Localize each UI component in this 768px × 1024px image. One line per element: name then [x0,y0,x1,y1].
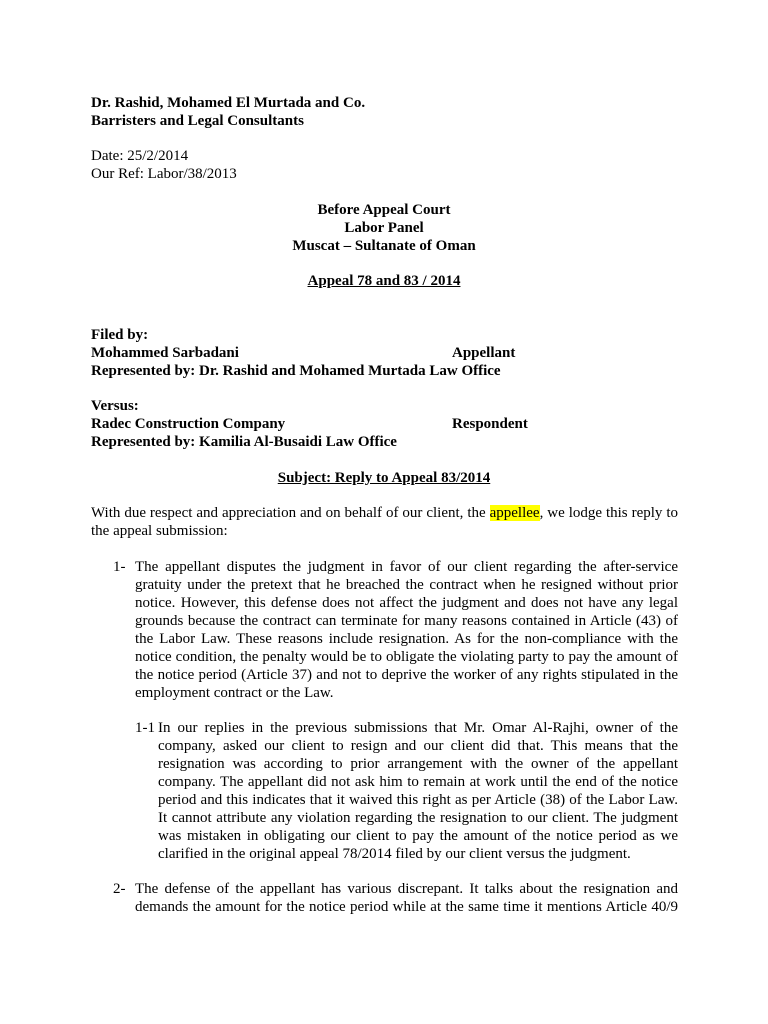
subitem-line: In our replies in the previous submissions that Mr. Omar Al-Rajhi, owner of the [158,720,678,736]
subitem-line: was mistaken in obligating our client to pay the amount of the notice period as we [158,828,678,844]
highlighted-term: appellee [489,505,540,521]
item-1-line: notice condition, the penalty would be to obligate the violating party to pay the amount of [135,649,678,665]
subitem-line: period and this indicates that it waived this right as per Article (38) of the Labor Law. [158,792,678,808]
subitem-line: company. The appellant did not ask him to remain at work until the end of the notice [158,774,678,790]
respondent-name: Radec Construction Company [91,416,286,432]
subitem-line: resignation was according to prior arrangement with the owner of the appellant [158,756,678,772]
respondent-representation: Represented by: Kamilia Al-Busaidi Law Office [91,434,397,450]
item-1-line: grounds because the contract can terminate for many reasons contained in Article (43) of [135,613,678,629]
item-1-line: gratuity under the pretext that he breached the contract when he resigned without prior [135,577,678,593]
item-1-line: the notice period (Article 37) and not to deprive the worker of any rights stipulated in the [135,667,678,683]
court-line-1: Before Appeal Court [317,202,451,218]
respondent-role: Respondent [452,416,528,432]
item-2-line: The defense of the appellant has various discrepant. It talks about the resignation and [135,881,678,897]
firm-name: Dr. Rashid, Mohamed El Murtada and Co. [91,95,366,111]
intro-line-2: the appeal submission: [91,523,228,539]
date-line: Date: 25/2/2014 [91,148,189,164]
subitem-line: clarified in the original appeal 78/2014 filed by our client versus the judgment. [158,846,631,862]
item-1-number: 1- [113,559,126,575]
court-line-2: Labor Panel [344,220,424,236]
appellant-name: Mohammed Sarbadani [91,345,239,361]
ref-line: Our Ref: Labor/38/2013 [91,166,237,182]
appellant-representation: Represented by: Dr. Rashid and Mohamed Murtada Law Office [91,363,501,379]
court-line-3: Muscat – Sultanate of Oman [292,238,476,254]
subitem-line: It cannot attribute any violation regarding the resignation to our client. The judgment [158,810,678,826]
subitem-1-1-number: 1-1 [135,720,155,736]
item-2-line: demands the amount for the notice period while at the same time it mentions Article 40/9 [135,899,678,915]
item-2-number: 2- [113,881,126,897]
intro-line-1: With due respect and appreciation and on behalf of our client, the appellee, we lodge this reply to [91,505,679,521]
firm-subtitle: Barristers and Legal Consultants [91,113,304,129]
subject-line: Subject: Reply to Appeal 83/2014 [277,470,491,486]
item-1-line: employment contract or the Law. [135,685,334,701]
filed-by-label: Filed by: [91,327,149,343]
versus-label: Versus: [91,398,139,414]
item-1-line: The appellant disputes the judgment in favor of our client regarding the after-service [135,559,678,575]
subitem-line: company, asked our client to resign and our client did that. This means that the [158,738,678,754]
item-1-line: notice. However, this defense does not affect the judgment and does not have any legal [135,595,678,611]
item-1-line: the Labor Law. These reasons include resignation. As for the non-compliance with the [135,631,678,647]
appellant-role: Appellant [452,345,516,361]
appeal-title: Appeal 78 and 83 / 2014 [307,273,461,289]
